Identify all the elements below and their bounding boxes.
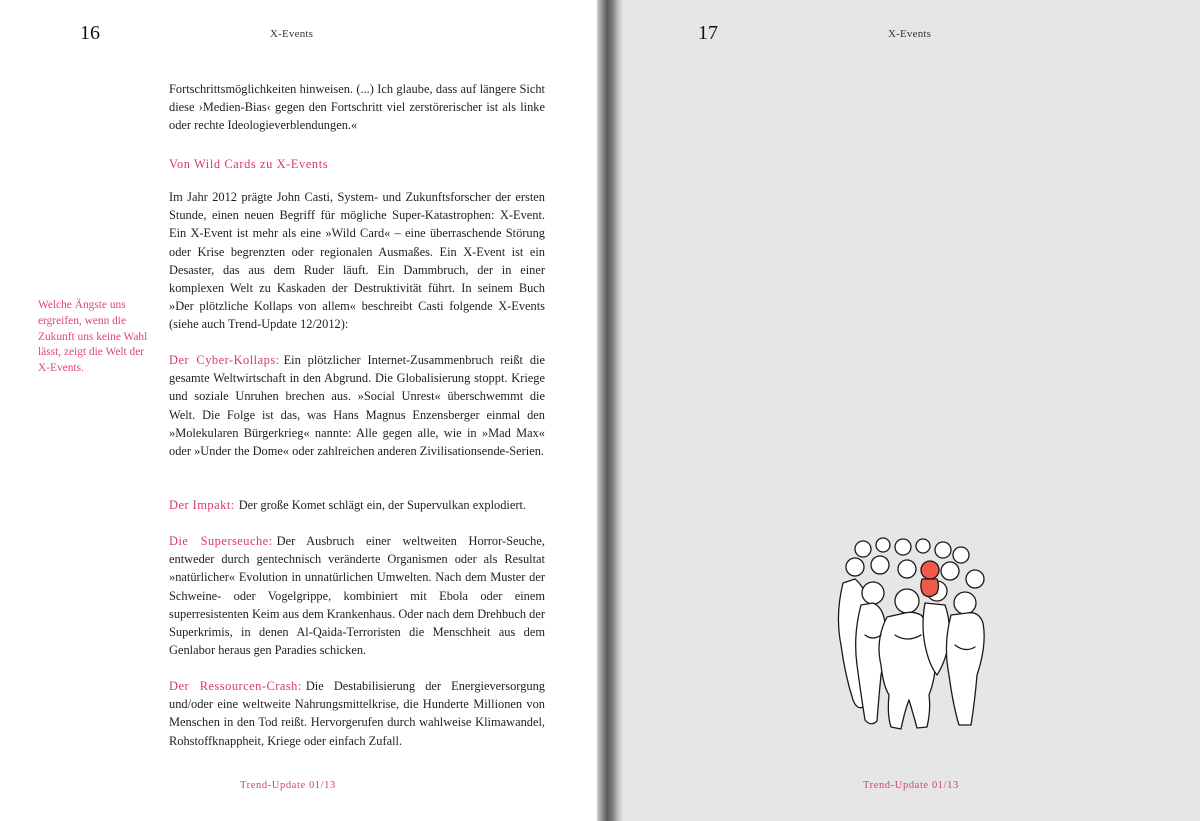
page-number-left: 16 — [80, 22, 100, 44]
item-impakt — [169, 496, 545, 514]
item-cyber-kollaps — [169, 351, 545, 460]
item-text: Die Destabilisierung der Energieversorgung und/oder eine weltweite Nahrungsmittelkrise, die Hunderte Millionen von Menschen in den Tod reißt. Hervorgerufen durch wahlweise Klimawandel, Rohstoffknappheit, Kriege oder einfach Zufall. — [169, 679, 545, 748]
footer-left: Trend-Update 01/13 — [240, 780, 336, 791]
item-text: Ein plötzlicher Internet-Zusammenbruch reißt die gesamte Weltwirtschaft in den Abgrund. Die Globalisierung stoppt. Kriege und soziale Unruhen brechen aus. »Social Unrest« überschwemmt die Welt. Die Folge ist das, was Hans Magnus Enzensberger einmal den »Molekularen Bürgerkrieg« nannte: Alle gegen alle, wie in »Mad Max« oder »Under the Dome« oder zahlreichen anderen Zivilisationsende-Serien. — [169, 353, 545, 459]
item-superseuche — [169, 532, 545, 659]
intro-paragraph: Fortschrittsmöglichkeiten hinweisen. (...) Ich glaube, dass auf längere Sicht diese ›Medien-Bias‹ gegen den Fortschritt viel zerstörerischer ist als linke oder rechte Ideologieverblendungen.« — [169, 82, 545, 133]
item-text: Der große Komet schlägt ein, der Supervulkan explodiert. — [238, 498, 527, 512]
item-term: Die Superseuche: — [169, 534, 273, 548]
item-term: Der Cyber-Kollaps: — [169, 353, 280, 367]
paragraph-casti: Im Jahr 2012 prägte John Casti, System- und Zukunftsforscher der ersten Stunde, einen neuen Begriff für mögliche Super-Katastrophen: X-Event. Ein X-Event ist mehr als eine »Wild Card« – eine überraschende Störung oder Krise begrenzten oder regionalen Ausmaßes. Ein X-Event ist ein Desaster, das aus dem Ruder läuft. Ein Dammbruch, der in einer komplexen Welt zu Kaskaden der Destruktivität führt. In seinem Buch »Der plötzliche Kollaps von allem« beschreibt Casti folgende X-Events (siehe auch Trend-Update 12/2012): — [169, 190, 545, 332]
running-head-left: X-Events — [270, 28, 314, 40]
item-term: Der Ressourcen-Crash: — [169, 679, 302, 693]
left-page — [0, 0, 597, 821]
crowd-illustration-icon — [825, 535, 1000, 735]
item-text: Der Ausbruch einer weltweiten Horror-Seuche, entweder durch gentechnisch veränderte Organismen oder als Resultat »natürlicher« Evolution in unnatürlichen Umwelten. Nach dem Muster der Schweine- oder Vogelgrippe, kombiniert mit Ebola oder einem superresistenten Keim aus dem Krankenhaus. Oder nach dem Drehbuch der Superkrimis, in denen Al-Qaida-Terroristen die Menschheit aus dem Genlabor heraus gen Paradies schicken. — [169, 534, 545, 658]
item-term: Der Impakt: — [169, 498, 235, 512]
footer-right: Trend-Update 01/13 — [863, 780, 959, 791]
running-head-right: X-Events — [888, 28, 932, 40]
page-number-right: 17 — [698, 22, 718, 44]
book-spine — [597, 0, 623, 821]
margin-note: Welche Ängste uns ergreifen, wenn die Zukunft uns keine Wahl lässt, zeigt die Welt der X-Events. — [38, 299, 148, 375]
section-subheading: Von Wild Cards zu X-Events — [169, 157, 329, 171]
item-ressourcen-crash — [169, 677, 545, 750]
